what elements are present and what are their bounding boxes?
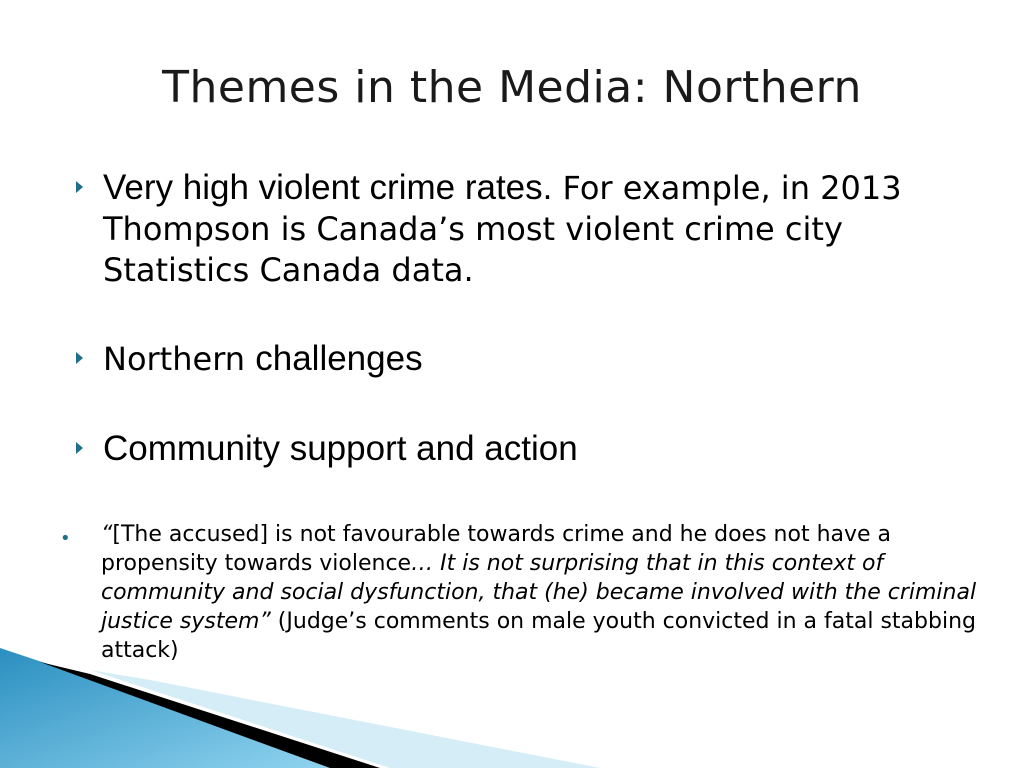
- bullet-northern-text: Northern: [103, 340, 256, 378]
- bullet-dot-icon: •: [60, 528, 71, 549]
- bullet-crime-rates-bold: Very high violent crime rates.: [103, 168, 553, 207]
- slide-title: Themes in the Media: Northern: [162, 62, 862, 113]
- quote-open-mark: “: [101, 522, 113, 547]
- bullet-community-bold: Community support and action: [103, 429, 578, 468]
- quote-plain-part1: [The accused] is not favourable towards crime and he does not have a propensity towards violence: [101, 522, 892, 576]
- bullet-arrow-icon: [76, 442, 83, 454]
- decorative-swoosh: [0, 640, 620, 768]
- bullet-crime-rates-text: For example, in 2013 Thompson is Canada’s most violent crime city Statistics Canada data.: [103, 169, 902, 289]
- quote-plain-part2: (Judge’s comments on male youth convicted in a fatal stabbing attack): [101, 609, 976, 663]
- quote-italic-part: It is not surprising that in this context of community and social dysfunction, that (he) became involved with the criminal justice system”: [101, 551, 977, 634]
- bullet-community-support: [103, 428, 578, 470]
- bullet-challenges-bold: challenges: [255, 339, 423, 378]
- quote-ellipsis: …: [411, 551, 441, 576]
- bullet-crime-rates: [103, 167, 983, 291]
- bullet-northern-challenges: [103, 338, 423, 380]
- bullet-arrow-icon: [76, 181, 83, 193]
- bullet-arrow-icon: [76, 352, 83, 364]
